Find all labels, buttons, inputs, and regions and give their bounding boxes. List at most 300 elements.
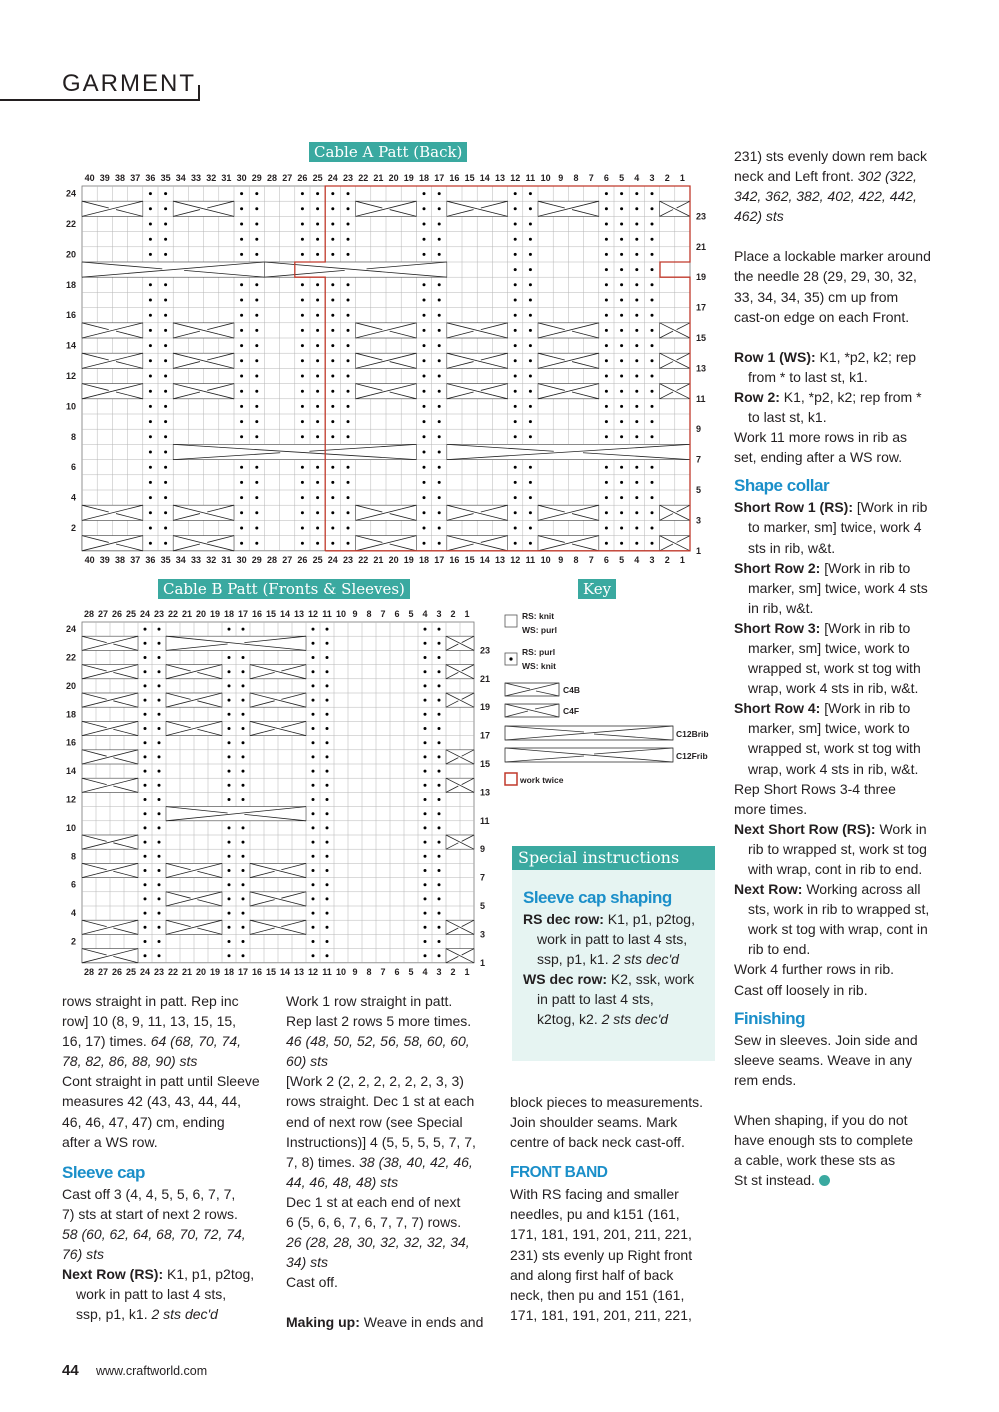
key-purl-ws: WS: knit (522, 661, 556, 671)
purl-dot (149, 405, 152, 408)
column-number: 8 (573, 173, 579, 183)
purl-dot (438, 770, 441, 773)
purl-dot (438, 511, 441, 514)
purl-dot (620, 481, 623, 484)
row-number: 5 (696, 485, 702, 495)
purl-dot (144, 812, 147, 815)
purl-dot (326, 855, 329, 858)
text-line: block pieces to measurements. (510, 1094, 703, 1110)
purl-dot (240, 359, 243, 362)
purl-dot (301, 329, 304, 332)
purl-dot (326, 699, 329, 702)
purl-dot (605, 207, 608, 210)
purl-dot (312, 912, 315, 915)
purl-dot (164, 238, 167, 241)
key-purl-rs: RS: purl (522, 647, 556, 657)
purl-dot (347, 405, 350, 408)
purl-dot (164, 451, 167, 454)
purl-dot (240, 314, 243, 317)
purl-dot (312, 699, 315, 702)
purl-dot (605, 223, 608, 226)
text-line: end of next row (see Special (286, 1113, 463, 1130)
purl-dot (255, 375, 258, 378)
purl-dot (347, 329, 350, 332)
purl-dot (255, 207, 258, 210)
row-number: 22 (65, 219, 76, 229)
purl-dot (438, 192, 441, 195)
row-number: 16 (65, 310, 76, 321)
purl-dot (651, 268, 654, 271)
column-number: 32 (206, 554, 217, 565)
column-number: 22 (167, 966, 179, 977)
purl-dot (228, 798, 231, 801)
row-number: 8 (70, 431, 76, 442)
text-line: 7) sts at start of next 2 rows. (62, 1205, 238, 1222)
text-line: rem ends. (734, 1071, 797, 1088)
column-number: 38 (114, 554, 126, 565)
column-number: 7 (380, 966, 386, 977)
purl-dot (651, 420, 654, 423)
text-line: sleeve seams. Weave in any (734, 1051, 912, 1068)
column-number: 13 (494, 554, 506, 565)
row-number: 21 (480, 673, 491, 684)
purl-dot (438, 826, 441, 829)
purl-dot (164, 420, 167, 423)
column-number: 24 (327, 173, 338, 183)
purl-dot (240, 405, 243, 408)
purl-dot (255, 390, 258, 393)
row-number: 13 (696, 363, 707, 374)
purl-dot (423, 542, 426, 545)
purl-dot (438, 207, 441, 210)
purl-dot (424, 784, 427, 787)
purl-dot (438, 628, 441, 631)
purl-dot (326, 713, 329, 716)
text-line: Short Row 3: [Work in rib to (734, 619, 911, 636)
purl-dot (605, 496, 608, 499)
text-line: a cable, work these sts as (734, 1152, 896, 1169)
purl-dot (620, 253, 623, 256)
purl-dot (240, 283, 243, 286)
purl-dot (158, 727, 161, 730)
purl-dot (605, 481, 608, 484)
column-number: 17 (237, 609, 249, 619)
purl-dot (255, 283, 258, 286)
purl-dot (635, 420, 638, 423)
row-number: 14 (65, 766, 76, 777)
row-number: 18 (65, 709, 76, 720)
purl-dot (514, 481, 517, 484)
purl-dot (424, 755, 427, 758)
purl-dot (423, 496, 426, 499)
purl-dot (228, 954, 231, 957)
purl-dot (301, 375, 304, 378)
text-line: marker, sm] twice, work 4 sts (748, 579, 928, 596)
text-line: Cast off loosely in rib. (734, 981, 868, 998)
text-line: Next Row: Working across all (734, 881, 921, 898)
key-title: Key (578, 579, 616, 599)
purl-dot (228, 699, 231, 702)
column-number: 9 (352, 966, 358, 977)
purl-dot (438, 420, 441, 423)
purl-dot (242, 954, 245, 957)
purl-dot (164, 329, 167, 332)
column-number: 16 (251, 966, 263, 977)
purl-dot (347, 359, 350, 362)
column-number: 12 (307, 966, 319, 977)
purl-dot (423, 299, 426, 302)
purl-dot (424, 812, 427, 815)
purl-dot (149, 359, 152, 362)
purl-dot (635, 390, 638, 393)
purl-dot (326, 770, 329, 773)
cable-b-title: Cable B Patt (Fronts & Sleeves) (158, 579, 410, 599)
column-1 (62, 991, 272, 1324)
column-number: 20 (195, 609, 207, 619)
purl-dot (423, 375, 426, 378)
purl-dot (514, 238, 517, 241)
purl-dot (331, 420, 334, 423)
column-number: 8 (366, 966, 372, 977)
purl-dot (347, 192, 350, 195)
purl-dot (242, 628, 245, 631)
purl-dot (316, 435, 319, 438)
column-number: 39 (99, 173, 110, 183)
text-line: cast-on edge on each Front. (734, 308, 910, 325)
purl-dot (529, 390, 532, 393)
text-line: St st instead. (734, 1170, 949, 1190)
purl-dot (149, 542, 152, 545)
purl-dot (620, 238, 623, 241)
row-number: 3 (696, 515, 702, 526)
purl-dot (312, 727, 315, 730)
purl-dot (620, 375, 623, 378)
purl-dot (529, 299, 532, 302)
purl-dot (255, 238, 258, 241)
row-number: 23 (480, 645, 491, 656)
column-number: 4 (634, 173, 640, 183)
purl-dot (635, 299, 638, 302)
column-number: 14 (279, 609, 291, 619)
purl-dot (651, 299, 654, 302)
row-number: 6 (70, 462, 76, 473)
column-number: 40 (84, 173, 95, 183)
purl-dot (438, 954, 441, 957)
purl-dot (326, 628, 329, 631)
purl-dot (605, 192, 608, 195)
purl-dot (424, 656, 427, 659)
text-line: work in patt to last 4 sts, (537, 931, 688, 948)
purl-dot (242, 869, 245, 872)
purl-dot (301, 192, 304, 195)
purl-dot (620, 527, 623, 530)
text-line: after a WS row. (62, 1133, 158, 1150)
purl-dot (438, 451, 441, 454)
purl-dot (635, 238, 638, 241)
purl-dot (605, 511, 608, 514)
purl-dot (164, 511, 167, 514)
column-number: 1 (464, 966, 470, 977)
purl-dot (326, 912, 329, 915)
special-instructions-title: Special instructions (512, 846, 715, 870)
column-number: 2 (664, 173, 670, 183)
purl-dot (255, 420, 258, 423)
purl-dot (312, 628, 315, 631)
row-number: 9 (480, 844, 486, 855)
purl-dot (424, 684, 427, 687)
column-number: 21 (373, 554, 384, 565)
purl-dot (301, 299, 304, 302)
text-line: wrap, work 4 sts in rib, w&t. (748, 680, 919, 697)
purl-dot (423, 283, 426, 286)
purl-dot (514, 466, 517, 469)
purl-dot (228, 897, 231, 900)
purl-dot (514, 435, 517, 438)
purl-dot (164, 375, 167, 378)
heading-finishing: Finishing (734, 1008, 806, 1028)
row-number: 7 (696, 454, 702, 465)
column-4 (734, 146, 949, 1190)
purl-dot (326, 897, 329, 900)
purl-dot (423, 344, 426, 347)
purl-dot (242, 841, 245, 844)
purl-dot (347, 542, 350, 545)
text-line: k2tog, k2. 2 sts dec'd (537, 1011, 669, 1028)
purl-dot (514, 223, 517, 226)
purl-dot (240, 466, 243, 469)
text-line: 231) sts evenly down rem back (734, 148, 927, 164)
purl-dot (514, 192, 517, 195)
purl-dot (331, 527, 334, 530)
purl-dot (240, 299, 243, 302)
purl-dot (301, 283, 304, 286)
purl-dot (438, 481, 441, 484)
purl-dot (312, 770, 315, 773)
purl-dot (158, 713, 161, 716)
purl-dot (242, 699, 245, 702)
text-line: Next Short Row (RS): Work in (734, 820, 927, 837)
purl-dot (228, 755, 231, 758)
text-line: marker, sm] twice, work to (748, 720, 910, 737)
purl-dot (301, 344, 304, 347)
text-line: more times. (734, 800, 808, 817)
purl-dot (423, 329, 426, 332)
purl-dot (438, 375, 441, 378)
row-number: 11 (480, 815, 490, 826)
purl-dot (635, 496, 638, 499)
purl-dot (605, 253, 608, 256)
text-line: and along first half of back (510, 1266, 674, 1283)
text-line: 342, 362, 382, 402, 422, 442, (734, 188, 917, 205)
purl-dot (301, 466, 304, 469)
column-number: 24 (139, 609, 151, 619)
purl-dot (312, 926, 315, 929)
column-number: 28 (266, 554, 278, 565)
purl-dot (438, 283, 441, 286)
column-number: 13 (293, 609, 305, 619)
column-number: 9 (558, 554, 564, 565)
column-number: 23 (153, 966, 165, 977)
heading-sleeve-cap-shaping: Sleeve cap shaping (523, 888, 672, 907)
purl-dot (605, 359, 608, 362)
purl-dot (423, 420, 426, 423)
column-number: 27 (97, 609, 109, 619)
row-number: 16 (65, 737, 76, 748)
purl-dot (242, 897, 245, 900)
text-line: Cast off 3 (4, 4, 5, 5, 6, 7, 7, (62, 1185, 236, 1202)
purl-dot (312, 741, 315, 744)
column-number: 25 (125, 609, 137, 619)
purl-dot (164, 359, 167, 362)
purl-dot (620, 542, 623, 545)
purl-dot (228, 670, 231, 673)
column-number: 12 (307, 609, 319, 619)
purl-dot (331, 481, 334, 484)
purl-dot (301, 207, 304, 210)
column-number: 25 (125, 966, 137, 977)
purl-dot (158, 897, 161, 900)
purl-dot (651, 511, 654, 514)
purl-dot (438, 238, 441, 241)
row-number: 4 (70, 908, 76, 919)
purl-dot (255, 344, 258, 347)
purl-dot (144, 684, 147, 687)
purl-dot (301, 390, 304, 393)
purl-dot (347, 375, 350, 378)
purl-dot (149, 420, 152, 423)
cable-a-chart (0, 160, 720, 580)
row-number: 15 (696, 333, 707, 343)
column-number: 34 (175, 173, 186, 183)
purl-dot (326, 670, 329, 673)
column-number: 33 (190, 554, 202, 565)
column-number: 27 (282, 173, 293, 183)
purl-dot (312, 713, 315, 716)
text-line: 46, 46, 47, 47) cm, ending (62, 1113, 225, 1130)
purl-dot (326, 684, 329, 687)
purl-dot (514, 496, 517, 499)
purl-dot (620, 283, 623, 286)
purl-dot (242, 926, 245, 929)
purl-dot (316, 223, 319, 226)
purl-dot (424, 670, 427, 673)
purl-dot (316, 238, 319, 241)
purl-dot (514, 253, 517, 256)
purl-dot (438, 755, 441, 758)
purl-dot (438, 869, 441, 872)
column-number: 18 (418, 554, 430, 565)
purl-dot (326, 656, 329, 659)
purl-dot (438, 841, 441, 844)
purl-dot (149, 481, 152, 484)
purl-dot (326, 642, 329, 645)
purl-dot (228, 912, 231, 915)
purl-dot (240, 435, 243, 438)
purl-dot (228, 784, 231, 787)
text-line: Row 1 (WS): K1, *p2, k2; rep (734, 348, 917, 365)
purl-dot (424, 940, 427, 943)
column-number: 8 (573, 554, 579, 565)
purl-dot (620, 435, 623, 438)
text-line: 171, 181, 191, 201, 211, 221, (510, 1226, 692, 1243)
special-instructions-body (523, 887, 713, 1030)
row-number: 10 (65, 401, 76, 412)
column-number: 13 (293, 966, 305, 977)
purl-dot (149, 435, 152, 438)
purl-dot (240, 390, 243, 393)
purl-dot (228, 656, 231, 659)
purl-dot (301, 405, 304, 408)
purl-dot (144, 826, 147, 829)
purl-dot (242, 798, 245, 801)
purl-dot (331, 192, 334, 195)
purl-dot (529, 314, 532, 317)
purl-dot (438, 390, 441, 393)
text-line: 33, 34, 34, 35) cm up from (734, 288, 899, 305)
purl-dot (424, 883, 427, 886)
c4b-symbol-icon (505, 683, 559, 696)
column-number: 10 (335, 609, 347, 619)
purl-dot (149, 375, 152, 378)
text-line: ssp, p1, k1. 2 sts dec'd (537, 951, 679, 968)
purl-dot (635, 344, 638, 347)
column-number: 26 (297, 554, 308, 565)
purl-dot (438, 496, 441, 499)
purl-dot (158, 684, 161, 687)
purl-dot (651, 435, 654, 438)
column-number: 19 (209, 966, 221, 977)
text-line: 462) sts (734, 208, 784, 225)
text-line: sts, work in rib to wrapped st, (748, 901, 930, 918)
purl-dot (347, 390, 350, 393)
text-line: centre of back neck cast-off. (510, 1134, 685, 1151)
purl-dot (255, 542, 258, 545)
text-line: 7, 8) times. 38 (38, 40, 42, 46, (286, 1153, 473, 1170)
purl-dot (438, 897, 441, 900)
purl-dot (316, 192, 319, 195)
purl-dot (312, 670, 315, 673)
purl-dot (326, 784, 329, 787)
purl-dot (423, 314, 426, 317)
text-line: Cont straight in patt until Sleeve (62, 1073, 260, 1090)
purl-dot (605, 299, 608, 302)
purl-dot (423, 435, 426, 438)
column-number: 5 (408, 966, 414, 977)
key-c12brib: C12Brib (676, 729, 709, 739)
row-number: 12 (65, 794, 76, 805)
purl-dot (347, 435, 350, 438)
text-line: With RS facing and smaller (510, 1186, 679, 1203)
text-line: Row 2: K1, *p2, k2; rep from * (734, 388, 922, 405)
purl-dot (514, 542, 517, 545)
purl-dot (312, 841, 315, 844)
row-number: 11 (696, 393, 706, 404)
purl-dot (605, 390, 608, 393)
purl-dot (255, 314, 258, 317)
purl-dot (158, 883, 161, 886)
purl-dot (316, 420, 319, 423)
purl-dot (144, 940, 147, 943)
column-number: 19 (209, 609, 221, 619)
text-line: in rib, w&t. (748, 599, 814, 616)
cable-a-title: Cable A Patt (Back) (309, 142, 467, 162)
purl-dot (635, 527, 638, 530)
column-number: 17 (434, 173, 445, 183)
purl-dot (312, 798, 315, 801)
purl-dot (514, 299, 517, 302)
purl-dot (423, 359, 426, 362)
purl-dot (651, 207, 654, 210)
